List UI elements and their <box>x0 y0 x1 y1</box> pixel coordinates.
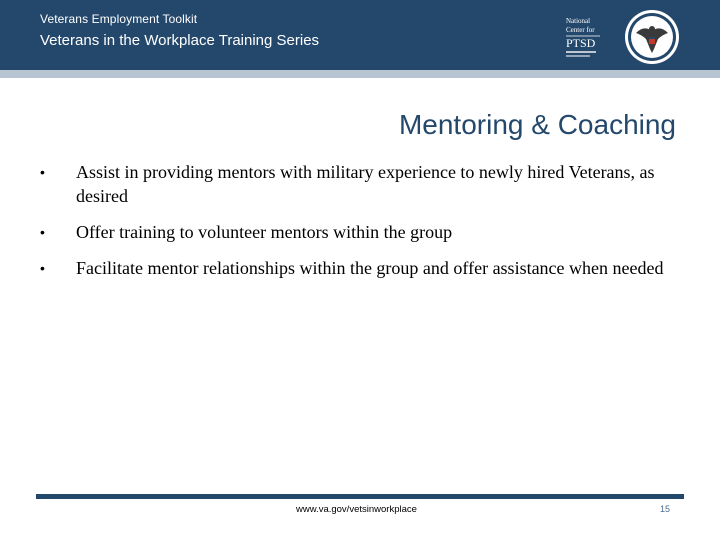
ptsd-logo-icon <box>562 12 604 62</box>
ptsd-logo-line-2: Center for <box>566 26 595 34</box>
footer-url-link[interactable]: www.va.gov/vetsinworkplace <box>296 504 417 515</box>
ptsd-logo-line-1: National <box>566 17 591 25</box>
series-title: Veterans in the Workplace Training Series <box>40 32 320 49</box>
bullet-glyph: • <box>40 164 45 180</box>
bullet-item <box>36 256 676 280</box>
bullet-item <box>36 160 676 208</box>
bullet-text: Offer training to volunteer mentors within the group <box>76 222 453 242</box>
header-bar <box>0 0 720 70</box>
bullet-list <box>36 160 676 292</box>
header-rule <box>0 70 720 78</box>
bullet-text: Facilitate mentor relationships within the group and offer assistance when needed <box>76 258 664 278</box>
bullet-text: Assist in providing mentors with military experience to newly hired Veterans, as desired <box>76 162 655 206</box>
page-number: 15 <box>660 504 671 514</box>
ptsd-logo-line-3: PTSD <box>566 36 596 50</box>
toolkit-title: Veterans Employment Toolkit <box>40 12 198 26</box>
bullet-glyph: • <box>40 224 45 240</box>
footer-rule <box>36 494 684 499</box>
bullet-item <box>36 220 676 244</box>
slide-title: Mentoring & Coaching <box>398 108 676 140</box>
va-seal-icon <box>624 9 680 65</box>
bullet-glyph: • <box>40 260 45 276</box>
